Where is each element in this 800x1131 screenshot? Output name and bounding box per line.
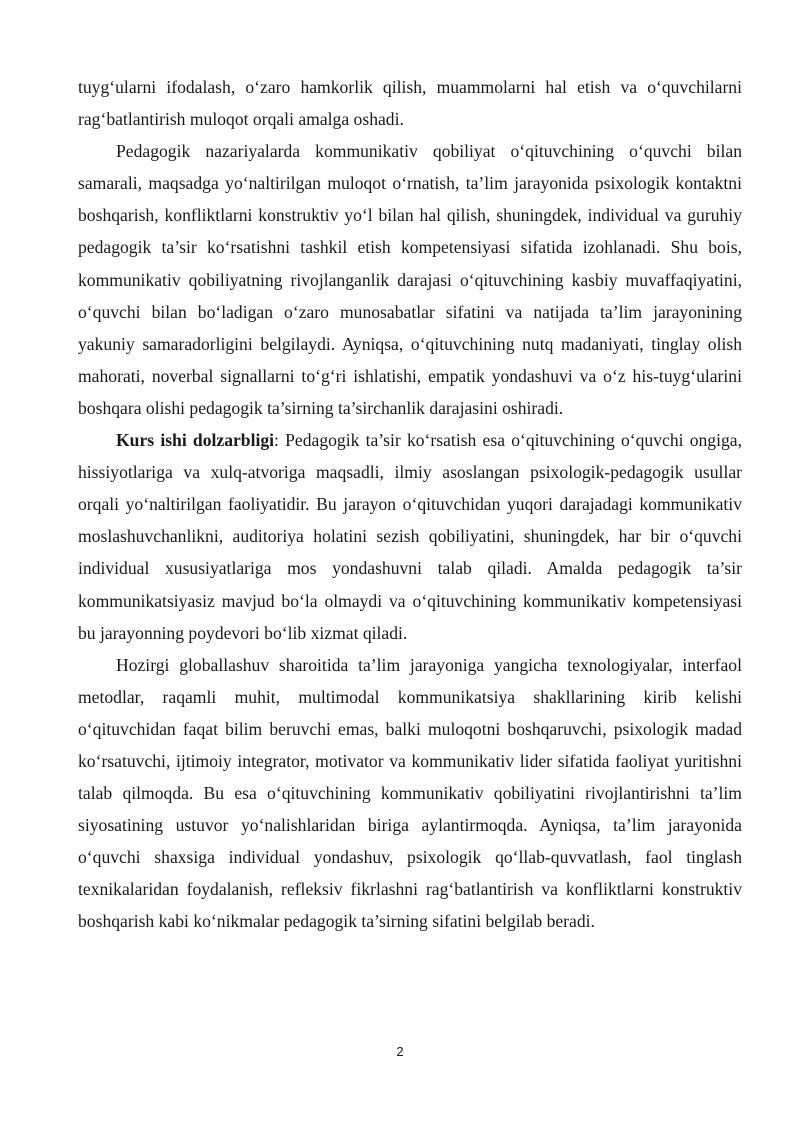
paragraph-continuation: tuyg‘ularni ifodalash, o‘zaro hamkorlik qilish, muammolarni hal etish va o‘quvchilarni rag‘batlantirish muloqot orqali amalga oshadi. xyxy=(78,77,742,130)
relevance-body: : Pedagogik ta’sir ko‘rsatish esa o‘qituvchining o‘quvchi ongiga, hissiyotlariga va xulq-atvoriga maqsadli, ilmiy asoslangan psixologik-pedagogik usullar orqali yo‘naltirilgan faoliyatidir. Bu jarayon o‘qituvchidan yuqori darajadagi kommunikativ moslashuvchanlikni, auditoriya holatini sezish qobiliyatini, shuningdek, har bir o‘quvchi individual xususiyatlariga mos yondashuvni talab qiladi. Amalda pedagogik ta’sir kommunikatsiyasiz mavjud bo‘la olmaydi va o‘qituvchining kommunikativ kompetensiyasi bu jarayonning poydevori bo‘lib xizmat qiladi. xyxy=(78,430,742,643)
page-number: 2 xyxy=(396,1044,404,1059)
relevance-heading: Kurs ishi dolzarbligi xyxy=(116,430,275,451)
paragraph-pedagogical-theories: Pedagogik nazariyalarda kommunikativ qobiliyat o‘qituvchining o‘quvchi bilan samarali, maqsadga yo‘naltirilgan muloqot o‘rnatish, ta’lim jarayonida psixologik kontaktni boshqarish, konfliktlarni konstruktiv yo‘l bilan hal qilish, shuningdek, individual va guruhiy pedagogik ta’sir ko‘rsatishni tashkil etish kompetensiyasi sifatida izohlanadi. Shu bois, kommunikativ qobiliyatning rivojlanganlik darajasi o‘qituvchining kasbiy muvaffaqiyatini, o‘quvchi bilan bo‘ladigan o‘zaro munosabatlar sifatini va natijada ta’lim jarayonining yakuniy samaradorligini belgilaydi. Ayniqsa, o‘qituvchining nutq madaniyati, tinglay olish mahorati, noverbal signallarni to‘g‘ri ishlatishi, empatik yondashuvi va o‘z his-tuyg‘ularini boshqara olishi pedagogik ta’sirning ta’sirchanlik darajasini oshiradi. xyxy=(78,141,742,418)
paragraph-globalization: Hozirgi globallashuv sharoitida ta’lim jarayoniga yangicha texnologiyalar, interfaol metodlar, raqamli muhit, multimodal kommunikatsiya shakllarining kirib kelishi o‘qituvchidan faqat bilim beruvchi emas, balki muloqotni boshqaruvchi, psixologik madad ko‘rsatuvchi, ijtimoiy integrator, motivator va kommunikativ lider sifatida faoliyat yuritishni talab qilmoqda. Bu esa o‘qituvchining kommunikativ qobiliyatini rivojlantirishni ta’lim siyosatining ustuvor yo‘nalishlaridan biriga aylantirmoqda. Ayniqsa, ta’lim jarayonida o‘quvchi shaxsiga individual yondashuv, psixologik qo‘llab-quvvatlash, faol tinglash texnikalaridan foydalanish, refleksiv fikrlashni rag‘batlantirish va konfliktlarni konstruktiv boshqarish kabi ko‘nikmalar pedagogik ta’sirning sifatini belgilab beradi. xyxy=(78,654,742,932)
document-body xyxy=(78,71,742,938)
paragraph-relevance xyxy=(78,424,742,649)
